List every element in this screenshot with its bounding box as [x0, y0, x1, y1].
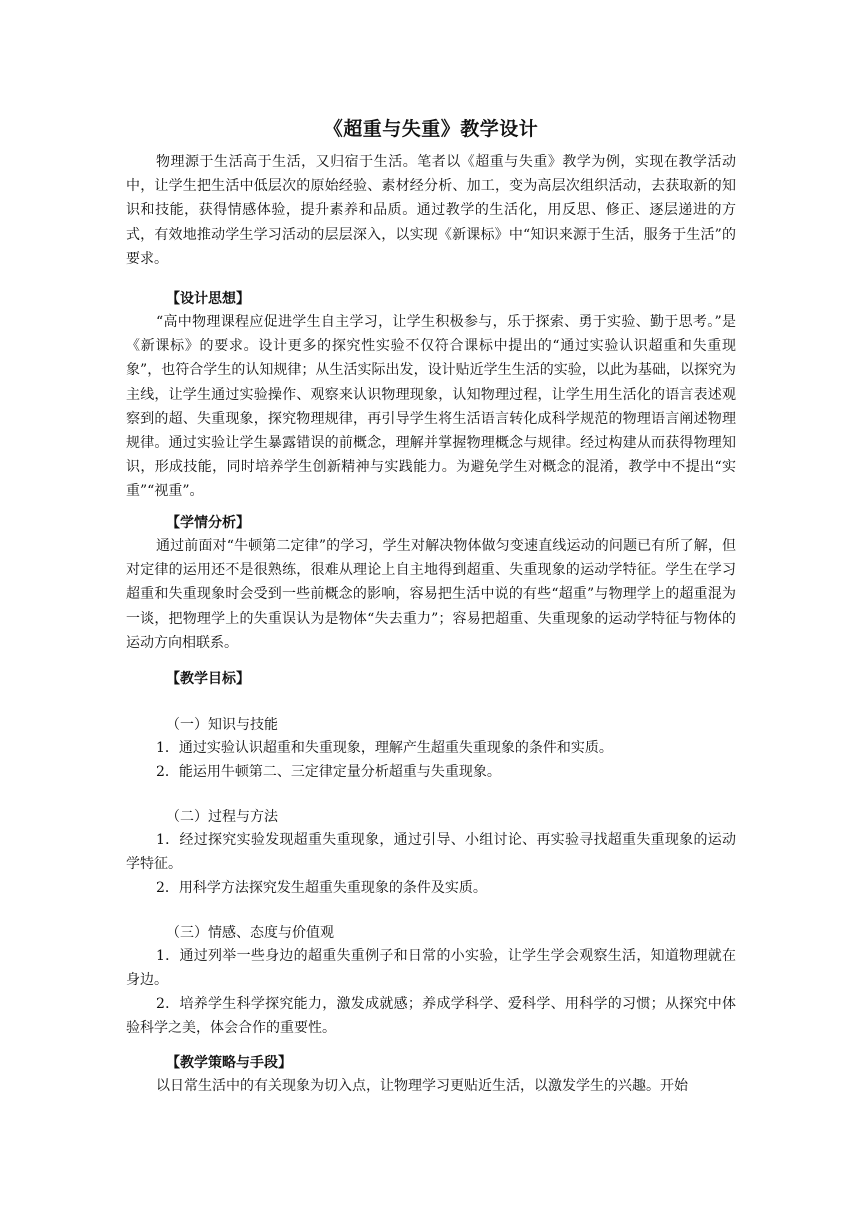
analysis-paragraph: 通过前面对“牛顿第二定律”的学习，学生对解决物体做匀变速直线运动的问题已有所了解，但对定律的运用还不是很熟练，很难从理论上自主地得到超重、失重现象的运动学特征。学生在学习超重和失重现象时会受到一些前概念的影响，容易把生活中说的有些“超重”与物理学上的超重混为一谈，把物理学上的失重误认为是物体“失去重力”；容易把超重、失重现象的运动学特征与物体的运动方向相联系。 [126, 538, 736, 651]
goal3-item2: 2．培养学生科学探究能力，激发成就感；养成学科学、爱科学、用科学的习惯；从探究中体验科学之美，体会合作的重要性。 [126, 996, 736, 1037]
goal3-title: （三）情感、态度与价值观 [166, 925, 334, 941]
design-paragraph: “高中物理课程应促进学生自主学习，让学生积极参与，乐于探索、勇于实验、勤于思考。”是《新课标》的要求。设计更多的探究性实验不仅符合课标中提出的“通过实验认识超重和失重现象”，也符合学生的认知规律；从生活实际出发，设计贴近学生生活的实验，以此为基础，以探究为主线，让学生通过实验操作、观察来认识物理现象，认知物理过程，让学生用生活化的语言表述观察到的超、失重现象，探究物理规律，再引导学生将生活语言转化成科学规范的物理语言阐述物理规律。通过实验让学生暴露错误的前概念，理解并掌握物理概念与规律。经过构建从而获得物理知识，形成技能，同时培养学生创新精神与实践能力。为避免学生对概念的混淆，教学中不提出“实重”“视重”。 [126, 314, 736, 500]
goal1-item1: 1．通过实验认识超重和失重现象，理解产生超重失重现象的条件和实质。 [156, 740, 613, 756]
goals-heading: 【教学目标】 [166, 671, 250, 687]
goal1-title: （一）知识与技能 [166, 717, 278, 733]
strategy-paragraph: 以日常生活中的有关现象为切入点，让物理学习更贴近生活，以激发学生的兴趣。开始 [156, 1078, 688, 1094]
goal3-item1: 1．通过列举一些身边的超重失重例子和日常的小实验，让学生学会观察生活，知道物理就在身边。 [126, 948, 736, 989]
goal2-item2: 2．用科学方法探究发生超重失重现象的条件及实质。 [156, 880, 487, 896]
document-title: 《超重与失重》教学设计 [323, 118, 539, 140]
design-heading: 【设计思想】 [166, 291, 250, 307]
intro-paragraph: 物理源于生活高于生活，又归宿于生活。笔者以《超重与失重》教学为例，实现在教学活动中，让学生把生活中低层次的原始经验、素材经分析、加工，变为高层次组织活动，去获取新的知识和技能，获得情感体验，提升素养和品质。通过教学的生活化，用反思、修正、逐层递进的方式，有效地推动学生学习活动的层层深入，以实现《新课标》中“知识来源于生活，服务于生活”的要求。 [126, 154, 736, 267]
goal1-item2: 2．能运用牛顿第二、三定律定量分析超重与失重现象。 [156, 764, 501, 780]
analysis-heading: 【学情分析】 [166, 515, 250, 531]
goal2-item1: 1．经过探究实验发现超重失重现象，通过引导、小组讨论、再实验寻找超重失重现象的运动学特征。 [126, 832, 736, 873]
strategy-heading: 【教学策略与手段】 [166, 1055, 292, 1071]
goal2-title: （二）过程与方法 [166, 809, 278, 825]
